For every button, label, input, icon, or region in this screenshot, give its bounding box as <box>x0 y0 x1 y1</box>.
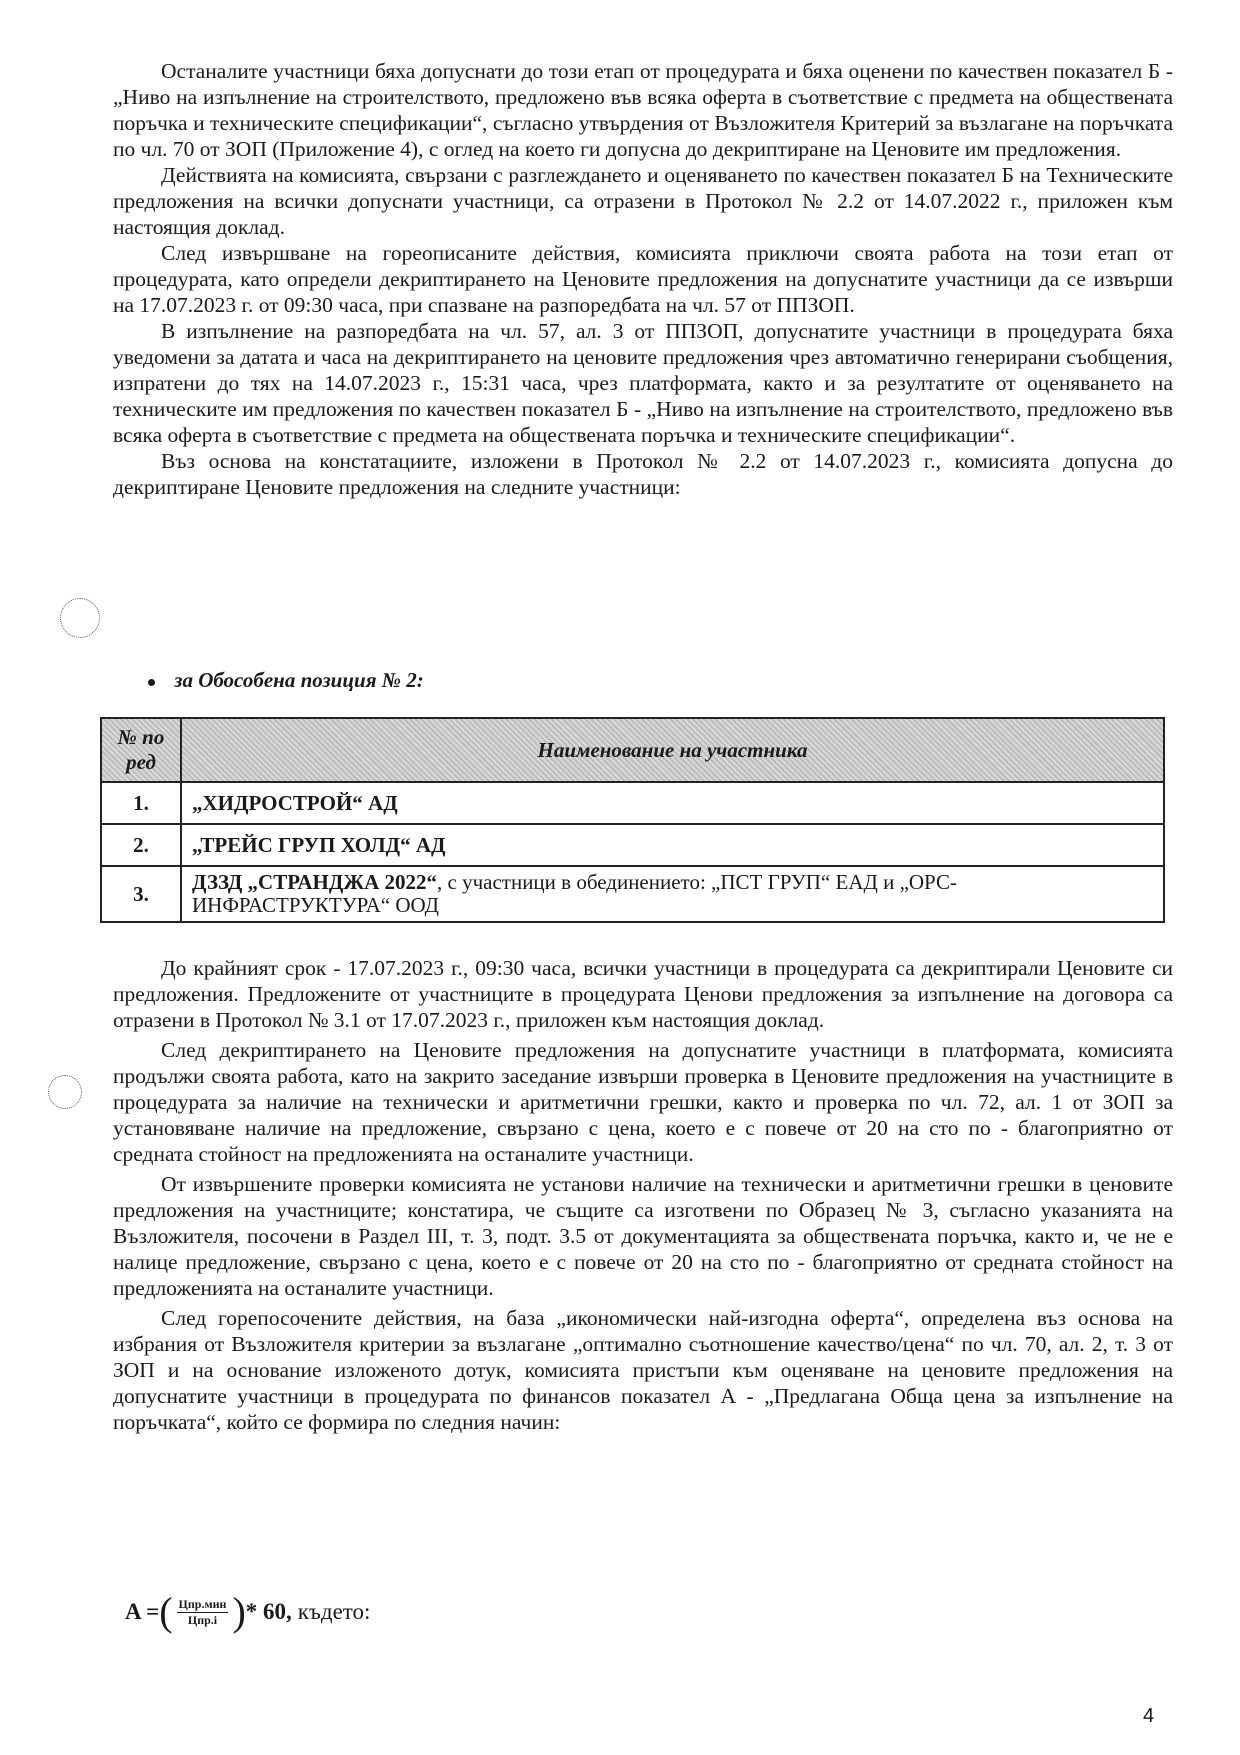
row-number: 3. <box>101 866 181 922</box>
participant-name-cell <box>181 866 1164 922</box>
lot-heading <box>148 668 424 693</box>
paragraph-9: След горепосочените действия, на база „икономически най-изгодна оферта“, определена въз основа на избрания от Възложителя критерии за възлагане „оптимално съотношение качество/цена“ по чл. 70, ал. 2, т. 3 от ЗОП и на основание изложеното дотук, комисията пристъпи към оценяване на ценовите предложения на допуснатите участници в процедурата по финансов показател А - „Предлагана Обща цена за изпълнение на поръчката“, който се формира по следния начин: <box>113 1306 1173 1434</box>
header-number: № по ред <box>101 718 181 782</box>
table-row <box>101 782 1164 824</box>
table-header-row <box>101 718 1164 782</box>
paragraph-7: След декриптирането на Ценовите предложения на допуснатите участници в платформата, комисията продължи своята работа, като на закрито заседание извърши проверка в Ценовите предложения на участниците в процедурата за наличие на технически и аритметични грешки, както и проверка по чл. 72, ал. 1 от ЗОП за установяване наличие на предложение, свързано с цена, което е с повече от 20 на сто по - благоприятно от средната стойност на предложенията на останалите участници. <box>113 1038 1173 1166</box>
table-row <box>101 824 1164 866</box>
participant-name: ДЗЗД „СТРАНДЖА 2022“ <box>192 870 437 894</box>
text-section-bottom <box>113 955 1173 1435</box>
paragraph-6: До крайният срок - 17.07.2023 г., 09:30 часа, всички участници в процедурата са декриптирали Ценовите си предложения. Предложените от участниците в процедурата Ценови предложения за изпълнение на договора са отразени в Протокол № 3.1 от 17.07.2023 г., приложен към настоящия доклад. <box>113 956 1173 1032</box>
formula-open-paren: ( <box>159 1589 173 1634</box>
formula-rhs: * 60, <box>245 1599 292 1624</box>
participants-table <box>100 717 1165 923</box>
page-number: 4 <box>1143 1705 1155 1727</box>
formula-fraction <box>177 1597 229 1628</box>
paragraph-4: В изпълнение на разпоредбата на чл. 57, ал. 3 от ППЗОП, допуснатите участници в процедурата бяха уведомени за датата и часа на декриптирането на ценовите предложения чрез автоматично генерирани съобщения, изпратени до тях на 14.07.2023 г., 15:31 часа, чрез платформата, както и за резултатите от оценяването на техническите им предложения по качествен показател Б - „Ниво на изпълнение на строителството, предложено във всяка оферта в съответствие с предмета на обществената поръчка и техническите спецификации“. <box>113 319 1173 447</box>
paragraph-3: След извършване на гореописаните действия, комисията приключи своята работа на този етап от процедурата, като определи декриптирането на Ценовите предложения на допуснатите участници да се извърши на 17.07.2023 г. от 09:30 часа, при спазване на разпоредбата на чл. 57 от ППЗОП. <box>113 241 1173 317</box>
formula-close-paren: ) <box>232 1589 246 1634</box>
paragraph-1: Останалите участници бяха допуснати до този етап от процедурата и бяха оценени по качествен показател Б - „Ниво на изпълнение на строителството, предложено във всяка оферта в съответствие с предмета на обществената поръчка и техническите спецификации“, съгласно утвърдения от Възложителя Критерий за възлагане на поръчката по чл. 70 от ЗОП (Приложение 4), с оглед на което ги допусна до декриптиране на Ценовите им предложения. <box>113 59 1173 161</box>
formula-lhs: A = <box>125 1599 160 1624</box>
price-formula <box>125 1589 371 1634</box>
formula-denominator: Цпр.i <box>187 1612 218 1627</box>
table-row <box>101 866 1164 922</box>
paragraph-5: Въз основа на констатациите, изложени в Протокол № 2.2 от 14.07.2023 г., комисията допусна до декриптиране Ценовите предложения на следните участници: <box>113 449 1173 499</box>
lot-heading-text: за Обособена позиция № 2: <box>174 668 424 692</box>
paragraph-8: От извършените проверки комисията не установи наличие на технически и аритметични грешки в ценовите предложения на участниците; констатира, че същите са изготвени по Образец № 3, съгласно указанията на Възложителя, посочени в Раздел III, т. 3, подт. 3.5 от документацията за обществената поръчка, както и, че не е налице предложение, свързано с цена, което е с повече от 20 на сто по - благоприятно от средната стойност на предложенията на останалите участници. <box>113 1172 1173 1300</box>
header-participant-name: Наименование на участника <box>181 718 1164 782</box>
text-section-top <box>113 58 1173 500</box>
row-number: 2. <box>101 824 181 866</box>
formula-numerator: Цпр.мин <box>178 1596 227 1611</box>
handwritten-circle-mark <box>60 598 100 638</box>
participant-name: „ХИДРОСТРОЙ“ АД <box>181 782 1164 824</box>
formula-suffix: където: <box>297 1599 371 1624</box>
participant-name: „ТРЕЙС ГРУП ХОЛД“ АД <box>181 824 1164 866</box>
row-number: 1. <box>101 782 181 824</box>
paragraph-2: Действията на комисията, свързани с разглеждането и оценяването по качествен показател Б на Техническите предложения на всички допуснати участници, са отразени в Протокол № 2.2 от 14.07.2022 г., приложен към настоящия доклад. <box>113 163 1173 239</box>
handwritten-circle-mark <box>48 1075 82 1109</box>
bullet-icon <box>148 679 155 686</box>
participant-members: , с участници в обединението: „ПСТ ГРУП“ ЕАД и „ОРС-ИНФРАСТРУКТУРА“ ООД <box>192 870 957 917</box>
